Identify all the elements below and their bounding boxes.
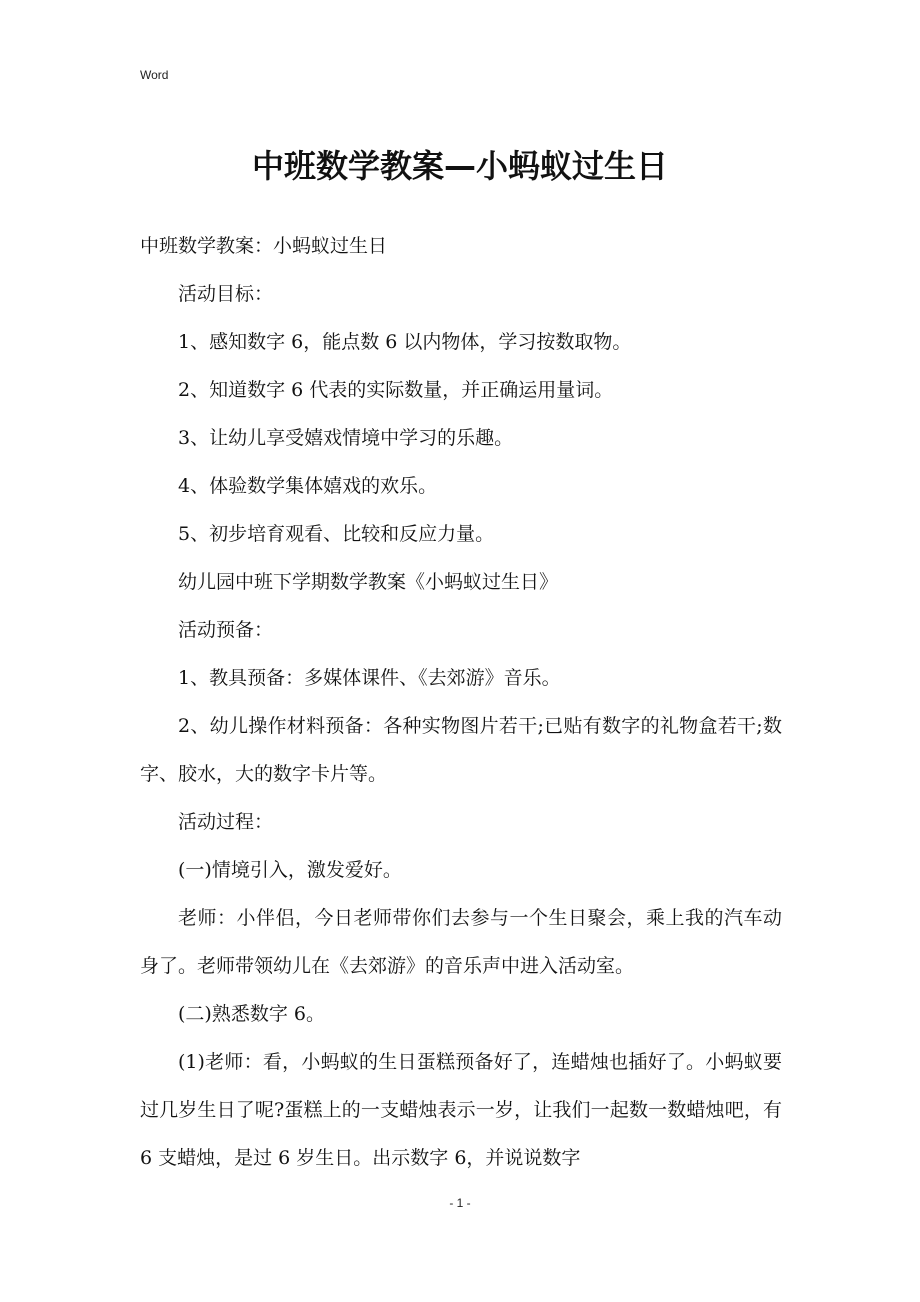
paragraph-goals-heading: 活动目标： — [178, 283, 274, 305]
header-label: Word — [140, 68, 169, 82]
paragraph-process-heading: 活动过程： — [178, 811, 274, 833]
document-title: 中班数学教案—小蚂蚁过生日 — [251, 147, 668, 185]
page-number: - 1 - — [449, 1196, 471, 1210]
paragraph-step-1-body: 老师：小伴侣，今日老师带你们去参与一个生日聚会，乘上我的汽车动身了。老师带领幼儿在《去郊游》的音乐声中进入活动室。 — [140, 907, 782, 977]
paragraph-goal-3: 3、让幼儿享受嬉戏情境中学习的乐趣。 — [178, 427, 514, 449]
paragraph-prep-1: 1、教具预备：多媒体课件、《去郊游》音乐。 — [178, 667, 561, 689]
paragraph-goal-2: 2、知道数字 6 代表的实际数量，并正确运用量词。 — [178, 379, 614, 401]
paragraph-step-2-heading: (二)熟悉数字 6。 — [178, 1003, 325, 1025]
paragraph-prep-heading: 活动预备： — [178, 619, 274, 641]
paragraph-lesson-name: 幼儿园中班下学期数学教案《小蚂蚁过生日》 — [178, 571, 559, 593]
paragraph-goal-4: 4、体验数学集体嬉戏的欢乐。 — [178, 475, 438, 497]
paragraph-subtitle: 中班数学教案：小蚂蚁过生日 — [140, 235, 388, 257]
document-body — [140, 222, 782, 1182]
paragraph-goal-5: 5、初步培育观看、比较和反应力量。 — [178, 523, 495, 545]
paragraph-step-2-body: (1)老师：看，小蚂蚁的生日蛋糕预备好了，连蜡烛也插好了。小蚂蚁要过几岁生日了呢?蛋糕上的一支蜡烛表示一岁，让我们一起数一数蜡烛吧，有 6 支蜡烛，是过 6 岁生日。出示数字 6，并说说数字 — [140, 1051, 782, 1169]
paragraph-goal-1: 1、感知数字 6，能点数 6 以内物体，学习按数取物。 — [178, 331, 632, 353]
paragraph-prep-2: 2、幼儿操作材料预备：各种实物图片若干;已贴有数字的礼物盒若干;数字、胶水，大的数字卡片等。 — [140, 715, 782, 785]
paragraph-step-1-heading: (一)情境引入，激发爱好。 — [178, 859, 402, 881]
